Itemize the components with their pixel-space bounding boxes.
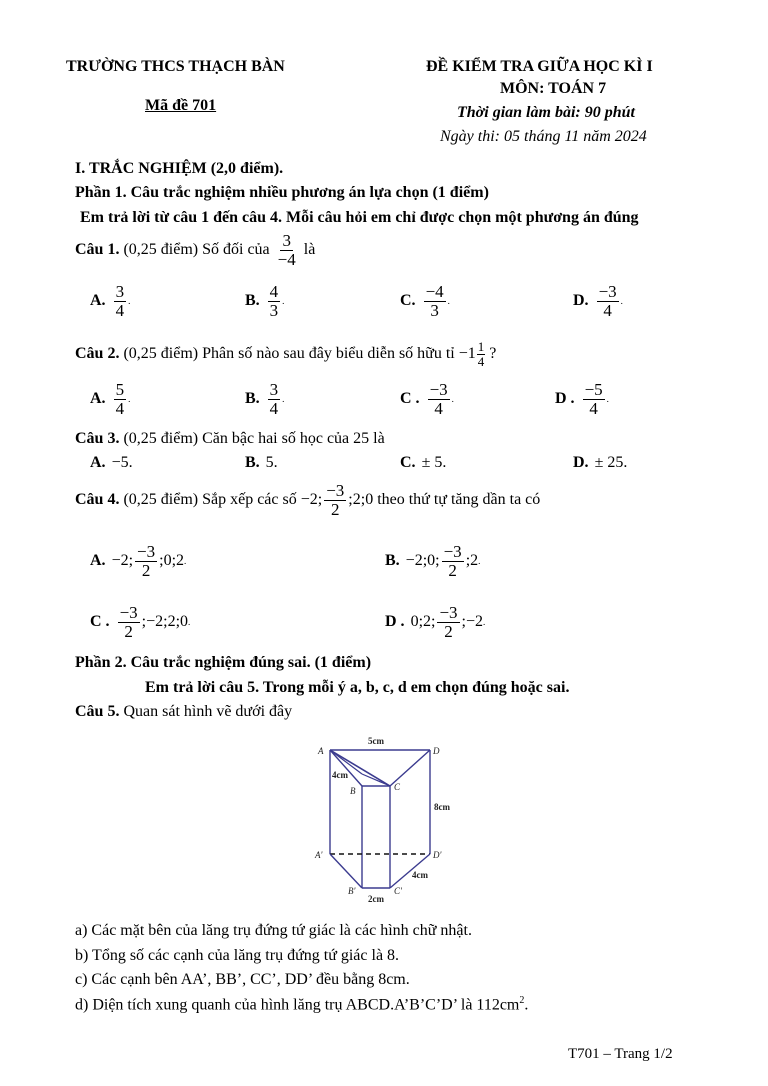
q2-option-a[interactable]: A. $\frac{5}{4}$ . [90, 380, 131, 418]
q5-item-c[interactable]: c) Các cạnh bên AA’, BB’, CC’, DD’ đều bằng 8cm. [75, 971, 410, 988]
vertex-a: A [318, 746, 324, 756]
question-1-label: Câu 1. [75, 241, 120, 259]
question-2-label: Câu 2. [75, 345, 120, 363]
exam-title: ĐỀ KIỂM TRA GIỮA HỌC KÌ I [426, 58, 653, 75]
label-bc-2cm: 2cm [368, 894, 384, 904]
part1-instruction: Em trả lời từ câu 1 đến câu 4. Mỗi câu hỏi em chỉ được chọn một phương án đúng [80, 209, 639, 226]
q1-option-b[interactable]: B. $\frac{4}{3}$ . [245, 282, 285, 320]
q4-option-d[interactable]: D . 0;2; $\frac{-3}{2}$ ;−2 . [385, 603, 486, 641]
question-5-text: Quan sát hình vẽ dưới đây [123, 703, 293, 720]
q1-option-d[interactable]: D. $\frac{-3}{4}$ . [573, 282, 623, 320]
question-3 [75, 430, 385, 448]
question-4-label: Câu 4. [75, 491, 120, 509]
q1-option-a[interactable]: A. $\frac{3}{4}$ . [90, 282, 131, 320]
q4-option-c[interactable]: C . $\frac{-3}{2}$ ;−2;2;0 . [90, 603, 191, 641]
q3-option-d[interactable]: D. ± 25. [573, 454, 628, 471]
exam-code: Mã đề 701 [145, 97, 217, 114]
question-2 [75, 340, 496, 368]
part2-instruction: Em trả lời câu 5. Trong mỗi ý a, b, c, d em chọn đúng hoặc sai. [145, 679, 570, 696]
question-5 [75, 703, 292, 721]
vertex-c: C [394, 782, 401, 792]
question-3-label: Câu 3. [75, 430, 120, 447]
label-ab-4cm: 4cm [332, 770, 348, 780]
q2-option-c[interactable]: C . $\frac{-3}{4}$ . [400, 380, 454, 418]
label-cd-4cm: 4cm [412, 870, 428, 880]
question-4: Câu 4. (0,25 điểm) Sắp xếp các số −2; $\frac{-3}{2}$ ;2;0 theo thứ tự tăng dần ta có [75, 481, 541, 519]
question-3-text: (0,25 điểm) Căn bậc hai số học của 25 là [123, 430, 385, 447]
label-top-5cm: 5cm [368, 736, 384, 746]
q5-item-d[interactable]: d) Diện tích xung quanh của hình lăng trụ ABCD.A’B’C’D’ là $112cm^2$. [75, 995, 529, 1014]
part2-title: Phần 2. Câu trắc nghiệm đúng sai. (1 điểm) [75, 654, 372, 671]
school-name: TRƯỜNG THCS THẠCH BÀN [66, 58, 285, 75]
part1-title: Phần 1. Câu trắc nghiệm nhiều phương án lựa chọn (1 điểm) [75, 184, 489, 201]
q1-option-c[interactable]: C. $\frac{-4}{3}$ . [400, 282, 450, 320]
vertex-d-prime: D' [433, 850, 442, 860]
q5-item-b[interactable]: b) Tổng số các cạnh của lăng trụ đứng tứ giác là 8. [75, 947, 400, 964]
exam-subject: MÔN: TOÁN 7 [500, 80, 607, 97]
label-height-8cm: 8cm [434, 802, 450, 812]
question-1-text: (0,25 điểm) Số đối của [123, 241, 270, 259]
vertex-d: D [433, 746, 440, 756]
q2-option-b[interactable]: B. $\frac{3}{4}$ . [245, 380, 285, 418]
q3-option-b[interactable]: B. 5. [245, 454, 278, 471]
question-4-seq-post: ;2;0 [348, 491, 374, 509]
vertex-b: B [350, 786, 356, 796]
q4-option-a[interactable]: A. −2; $\frac{-3}{2}$ ;0;2 . [90, 542, 187, 580]
vertex-b-prime: B' [348, 886, 356, 896]
question-1-fraction: $\frac{3}{-4}$ [277, 231, 296, 269]
question-4-tail: theo thứ tự tăng dần ta có [377, 491, 541, 509]
q3-option-c[interactable]: C. ± 5. [400, 454, 447, 471]
exam-date: Ngày thi: 05 tháng 11 năm 2024 [440, 128, 647, 145]
q3-option-a[interactable]: A. −5. [90, 454, 133, 471]
vertex-c-prime: C' [394, 886, 402, 896]
q5-item-a[interactable]: a) Các mặt bên của lăng trụ đứng tứ giác là các hình chữ nhật. [75, 922, 472, 939]
question-1-tail: là [303, 241, 316, 259]
question-5-label: Câu 5. [75, 703, 120, 720]
question-1 [75, 232, 315, 269]
prism-figure [300, 728, 460, 908]
section-title: I. TRẮC NGHIỆM (2,0 điểm). [75, 160, 284, 177]
q4-option-b[interactable]: B. −2;0; $\frac{-3}{2}$ ;2 . [385, 542, 481, 580]
page-footer: T701 – Trang 1/2 [568, 1046, 673, 1062]
question-2-tail: ? [489, 345, 497, 363]
question-4-text: (0,25 điểm) Sắp xếp các số [123, 491, 297, 509]
question-2-text: (0,25 điểm) Phân số nào sau đây biểu diễn số hữu tỉ [123, 345, 455, 363]
vertex-a-prime: A' [315, 850, 323, 860]
exam-duration: Thời gian làm bài: 90 phút [457, 104, 635, 121]
q2-option-d[interactable]: D . $\frac{-5}{4}$ . [555, 380, 609, 418]
question-4-seq-pre: −2; [300, 491, 323, 509]
question-2-mixed-number: −1 1 4 [458, 339, 485, 369]
